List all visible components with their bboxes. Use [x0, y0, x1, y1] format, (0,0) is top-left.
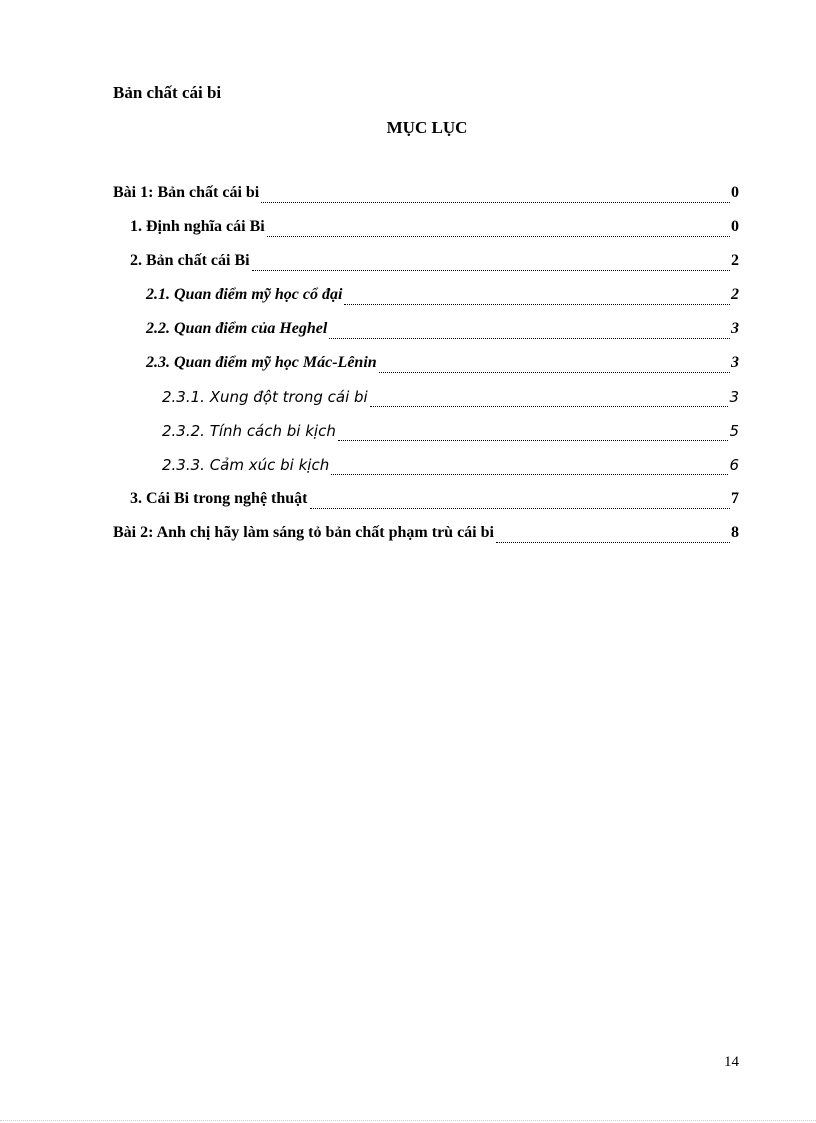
toc-entry-label: 2.3.3. Cảm xúc bi kịch	[162, 456, 330, 474]
dot-leader	[261, 201, 730, 203]
page-number: 14	[724, 1054, 739, 1070]
toc-entry-page: 3	[731, 320, 739, 337]
dot-leader	[496, 541, 730, 543]
toc-entry-label: 3. Cái Bi trong nghệ thuật	[130, 490, 308, 507]
toc-entry-page: 0	[731, 184, 739, 201]
toc-entry-label: 2.3.2. Tính cách bi kịch	[162, 422, 336, 440]
toc-entry-page: 8	[731, 524, 739, 541]
dot-leader	[267, 235, 730, 237]
toc-entry-3-art[interactable]	[130, 490, 739, 514]
toc-entry-page: 0	[731, 218, 739, 235]
toc-entry-2-3-2[interactable]	[162, 422, 739, 446]
dot-leader	[329, 337, 730, 339]
toc-entry-lesson-1[interactable]	[113, 184, 739, 208]
toc-entry-label: 2.3.1. Xung đột trong cái bi	[162, 388, 368, 406]
toc-entry-label: 1. Định nghĩa cái Bi	[130, 218, 265, 235]
toc-entry-page: 2	[731, 252, 739, 269]
toc-entry-2-3-3[interactable]	[162, 456, 739, 480]
dot-leader	[344, 303, 730, 305]
toc-entry-label: Bài 2: Anh chị hãy làm sáng tỏ bản chất phạm trù cái bi	[113, 524, 494, 541]
toc-entry-2-2[interactable]	[146, 320, 739, 344]
toc-entry-page: 6	[729, 456, 739, 474]
dot-leader	[338, 439, 729, 441]
toc-entry-label: 2.2. Quan điểm của Heghel	[146, 320, 328, 337]
toc-entry-1-definition[interactable]	[130, 218, 739, 242]
toc-entry-2-nature[interactable]	[130, 252, 739, 276]
toc-entry-label: 2. Bản chất cái Bi	[130, 252, 250, 269]
toc-entry-2-3[interactable]	[146, 354, 739, 378]
toc-entry-label: 2.1. Quan điểm mỹ học cổ đại	[146, 286, 343, 303]
document-header-title: Bản chất cái bi	[113, 83, 222, 102]
toc-entry-label: 2.3. Quan điểm mỹ học Mác-Lênin	[146, 354, 377, 371]
toc-entry-page: 3	[729, 388, 739, 406]
toc-heading: MỤC LỤC	[386, 118, 468, 137]
toc-entry-lesson-2[interactable]	[113, 524, 739, 548]
toc-entry-label: Bài 1: Bản chất cái bi	[113, 184, 260, 201]
dot-leader	[252, 269, 730, 271]
toc-entry-2-1[interactable]	[146, 286, 739, 310]
toc-entry-page: 7	[731, 490, 739, 507]
toc-entry-page: 3	[731, 354, 739, 371]
page-bottom-divider	[0, 1120, 816, 1121]
toc-entry-page: 5	[729, 422, 739, 440]
toc-entry-2-3-1[interactable]	[162, 388, 739, 412]
dot-leader	[331, 473, 728, 475]
toc-entry-page: 2	[731, 286, 739, 303]
dot-leader	[379, 371, 730, 373]
dot-leader	[310, 507, 730, 509]
dot-leader	[370, 405, 729, 407]
